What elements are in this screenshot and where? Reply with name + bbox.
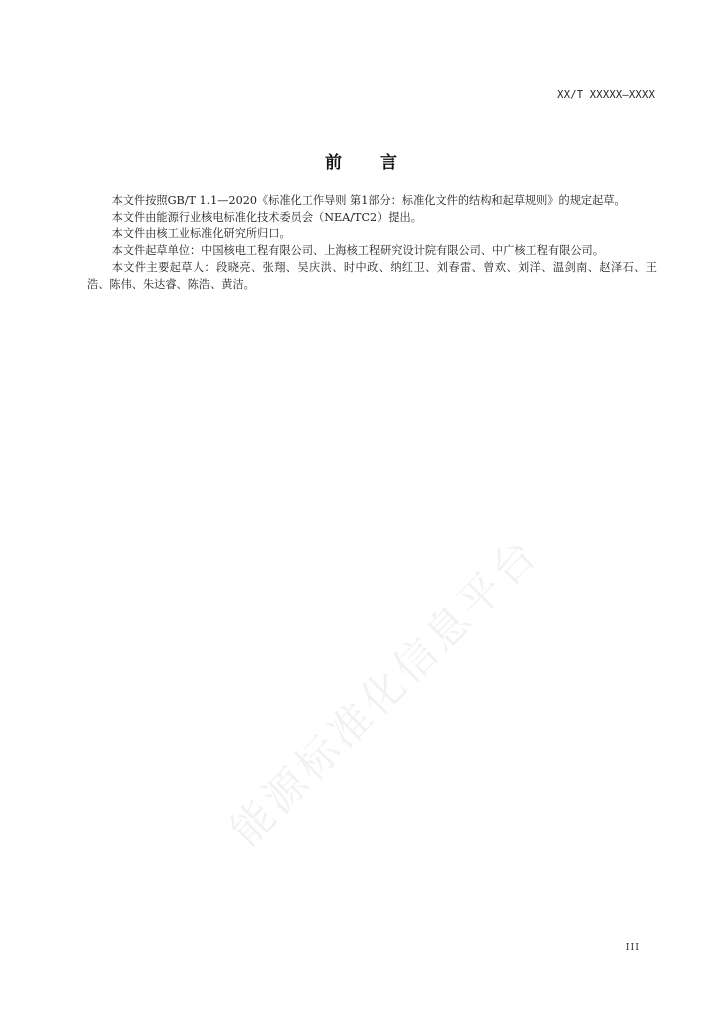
paragraph-administrator: 本文件由核工业标准化研究所归口。 [111, 227, 291, 241]
paragraph-drafters: 本文件主要起草人：段晓亮、张翔、吴庆洪、时中政、纳红卫、刘春雷、曾欢、刘洋、温剑南、赵泽石、王浩、陈伟、朱达睿、陈浩、黄洁。 [87, 260, 657, 291]
title-char-left: 前 [325, 153, 344, 173]
paragraph-drafting-rules: 本文件按照GB/T 1.1—2020《标准化工作导则 第1部分：标准化文件的结构和起草规则》的规定起草。 [111, 194, 626, 207]
document-code: XX/T XXXXX—XXXX [557, 89, 655, 101]
paragraph-drafting-units: 本文件起草单位：中国核电工程有限公司、上海核工程研究设计院有限公司、中广核工程有限公司。 [111, 244, 604, 258]
title-char-right: 言 [380, 153, 399, 173]
paragraph-proposer: 本文件由能源行业核电标准化技术委员会（NEA/TC2）提出。 [111, 210, 422, 224]
page-number: III [625, 942, 640, 953]
watermark-text: 能源标准化信息平台 [220, 527, 549, 856]
